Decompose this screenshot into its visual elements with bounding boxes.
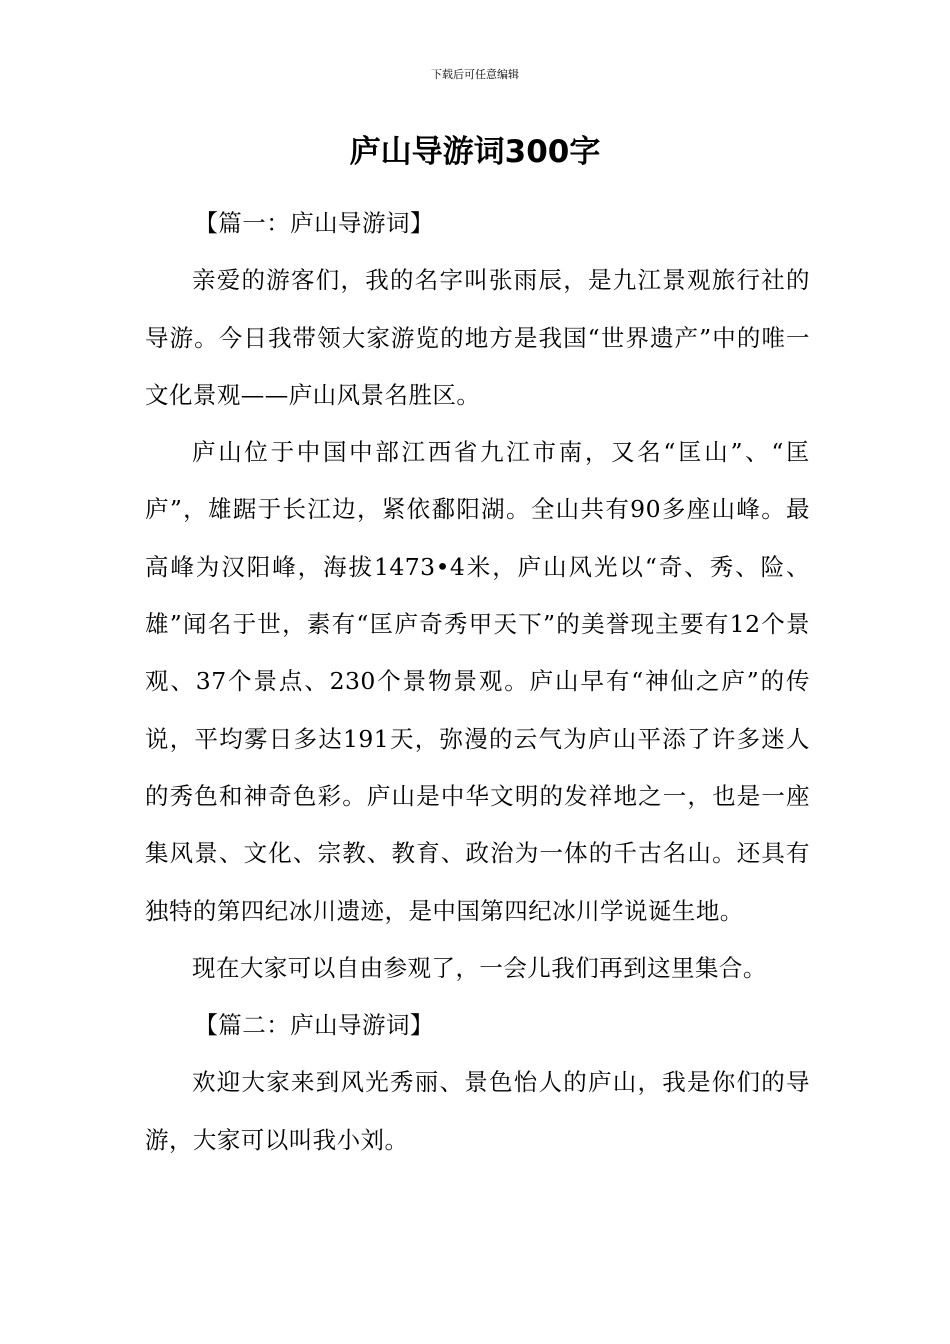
paragraph: 欢迎大家来到风光秀丽、景色怡人的庐山，我是你们的导游，大家可以叫我小刘。 [145, 1068, 810, 1154]
paragraph: 庐山位于中国中部江西省九江市南，又名“匡山”、“匡庐”，雄踞于长江边，紧依鄱阳湖。全山共有90多座山峰。最高峰为汉阳峰，海拔1473•4米，庐山风光以“奇、秀、险、雄”闻名于世，素有“匡庐奇秀甲天下”的美誉现主要有12个景观、37个景点、230个景物景观。庐山早有“神仙之庐”的传说，平均雾日多达191天，弥漫的云气为庐山平添了许多迷人的秀色和神奇色彩。庐山是中华文明的发祥地之一，也是一座集风景、文化、宗教、教育、政治为一体的千古名山。还具有独特的第四纪冰川遗迹，是中国第四纪冰川学说诞生地。 [145, 438, 810, 925]
paragraph: 亲爱的游客们，我的名字叫张雨辰，是九江景观旅行社的导游。今日我带领大家游览的地方是我国“世界遗产”中的唯一文化景观——庐山风景名胜区。 [145, 266, 810, 409]
section-heading-2: 【篇二：庐山导游词】 [194, 1011, 434, 1040]
document-body [145, 195, 810, 1169]
section-heading-1: 【篇一：庐山导游词】 [194, 209, 434, 237]
header-note: 下载后可任意编辑 [431, 68, 519, 81]
paragraph: 现在大家可以自由参观了，一会儿我们再到这里集合。 [192, 953, 767, 982]
document-title: 庐山导游词300字 [349, 134, 601, 170]
